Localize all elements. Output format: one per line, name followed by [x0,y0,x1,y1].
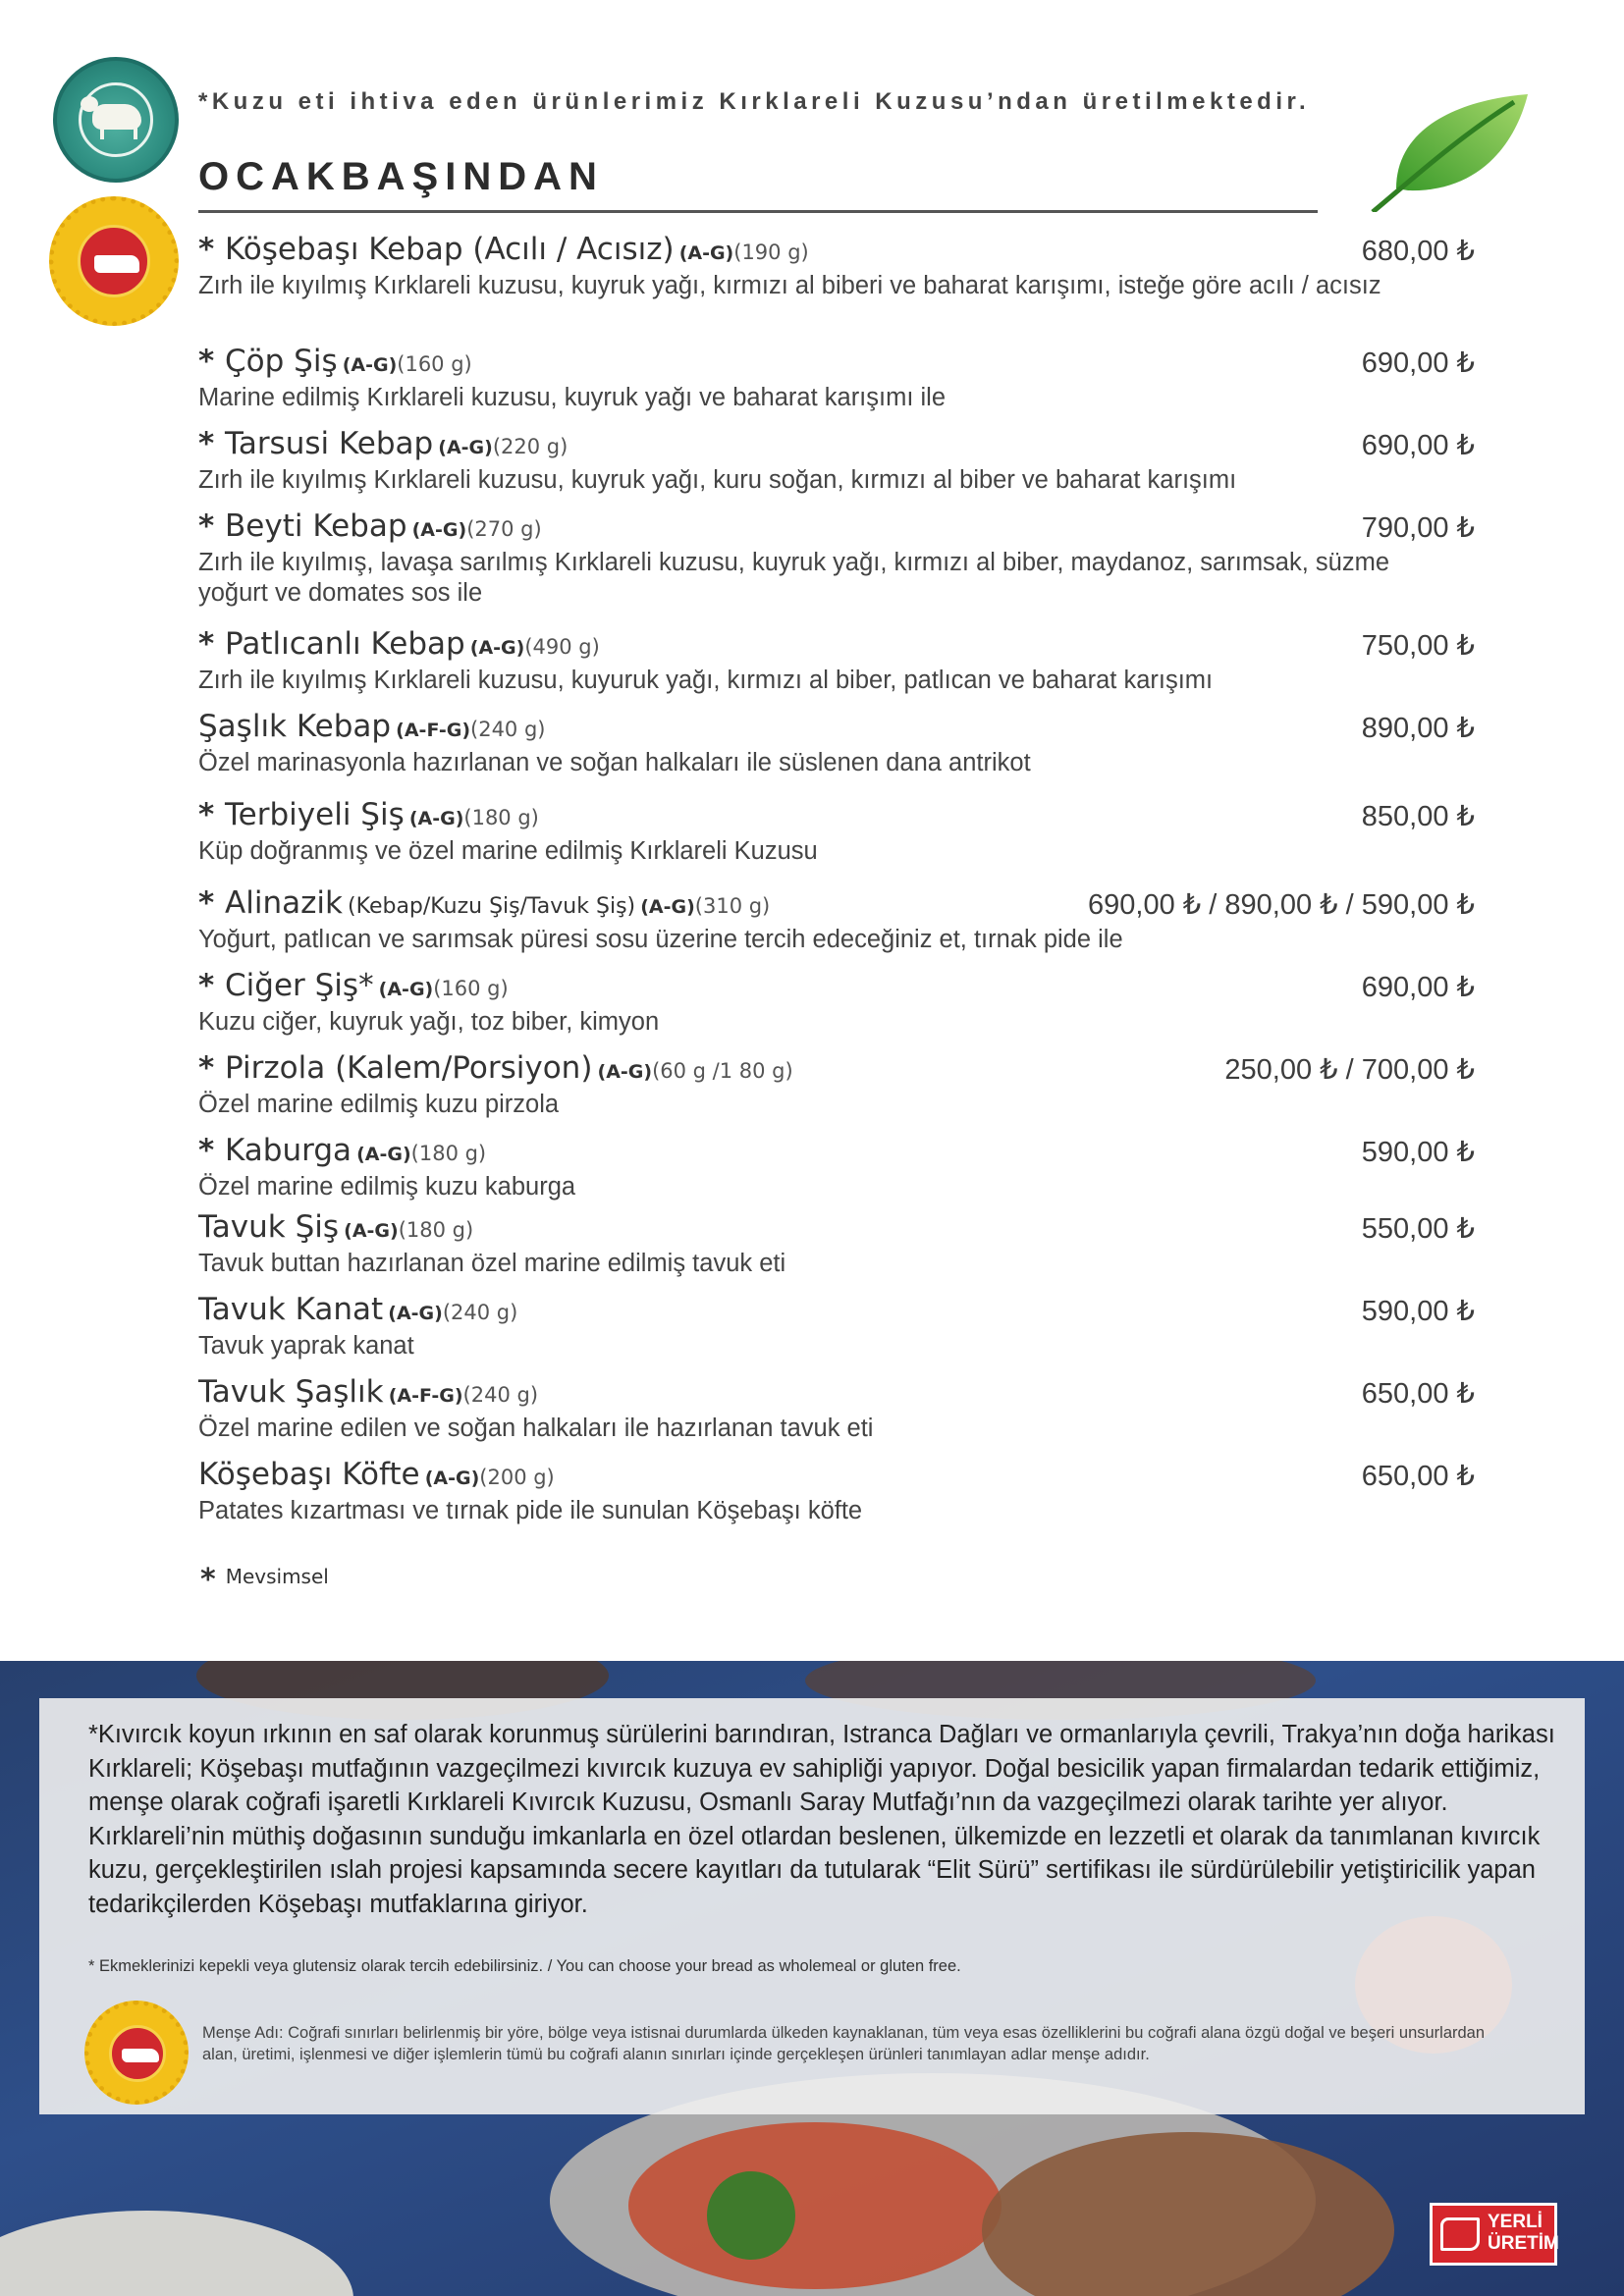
menu-item-header [198,232,1475,271]
menu-item-header [198,626,1475,666]
menu-item-description: Zırh ile kıyılmış Kırklareli kuzusu, kuyuruk yağı, kırmızı al biber, patlıcan ve baharat karışımı [198,667,1214,694]
menu-item-description: Tavuk buttan hazırlanan özel marine edilmiş tavuk eti [198,1250,786,1277]
info-panel [39,1698,1585,2114]
seasonal-footnote [200,1557,329,1597]
menu-item-header [198,1457,1475,1496]
menu-item-weight: (160 g) [397,352,472,376]
menu-item-header [198,885,1475,925]
menu-item-star: * [198,508,226,544]
menu-item-price: 650,00 ₺ [1361,1378,1475,1410]
menu-item [198,426,1475,496]
menu-item-allergen: (A-G) [438,437,493,458]
cografi-isaret-seal-icon [49,196,179,326]
menu-item-allergen: (A-G) [388,1303,443,1324]
menu-item-weight: (160 g) [433,977,509,1000]
menu-item-price: 850,00 ₺ [1361,801,1475,832]
menu-item-description: Zırh ile kıyılmış Kırklareli kuzusu, kuyruk yağı, kuru soğan, kırmızı al biber ve baharat karışımı [198,466,1237,494]
menu-item-header [198,709,1475,748]
menu-item [198,626,1475,696]
menu-item-name: Köşebaşı Köfte [198,1457,420,1492]
menu-item-price: 690,00 ₺ [1361,430,1475,461]
menu-item-description: Tavuk yaprak kanat [198,1332,414,1360]
menu-item [198,1457,1475,1526]
menu-item-description: Özel marine edilmiş kuzu pirzola [198,1091,560,1118]
menu-item-allergen: (A-G) [678,242,734,264]
menu-item-header [198,1050,1475,1090]
menu-item-allergen: (A-G) [411,519,467,541]
menu-item-allergen: (A-G) [408,808,464,829]
menu-item-allergen: (A-G) [342,354,398,376]
menu-item-price: 750,00 ₺ [1361,630,1475,662]
menu-item-name: Tavuk Şiş [198,1209,340,1245]
menu-item-name: Şaşlık Kebap [198,709,392,744]
menu-item-name: Pirzola (Kalem/Porsiyon) [225,1050,593,1086]
leaf-icon [1367,90,1528,212]
menu-item-description: Özel marinasyonla hazırlanan ve soğan halkaları ile süslenen dana antrikot [198,749,1031,776]
menu-item [198,968,1475,1038]
menu-item-price: 650,00 ₺ [1361,1461,1475,1492]
menu-item-description: Marine edilmiş Kırklareli kuzusu, kuyruk yağı ve baharat karışımı ile [198,384,947,411]
menu-item-name: Terbiyeli Şiş [225,797,405,832]
menu-item-header [198,968,1475,1007]
menu-item [198,232,1475,301]
menu-item-price: 550,00 ₺ [1361,1213,1475,1245]
menu-item-header [198,1133,1475,1172]
menu-item-name: Tavuk Şaşlık [198,1374,384,1410]
menu-item-allergen: (A-G) [640,896,695,918]
menu-item-weight: (270 g) [466,517,542,541]
yerli-uretim-badge-icon [1430,2203,1557,2266]
menu-item-name: Köşebaşı Kebap (Acılı / Acısız) [225,232,675,267]
footnote-star: * [200,1563,216,1597]
menu-item-description: Zırh ile kıyılmış, lavaşa sarılmış Kırklareli kuzusu, kuyruk yağı, kırmızı al biber, maydanoz, sarımsak, süzme yoğurt ve domates sos ile [198,549,1390,607]
menu-item [198,344,1475,413]
menu-item-star: * [198,344,226,379]
menu-item-allergen: (A-G) [597,1061,653,1083]
menu-item-name: Alinazik [225,885,343,921]
menu-item-price: 680,00 ₺ [1361,236,1475,267]
menu-item-star: * [198,426,226,461]
menu-item-price: 890,00 ₺ [1361,713,1475,744]
menu-item-star: * [198,797,226,832]
menu-item-allergen: (A-F-G) [396,720,471,741]
info-paragraph-1: *Kıvırcık koyun ırkının en saf olarak korunmuş sürülerini barındıran, Istranca Dağları ve ormanlarıyla çevrili, Trakya’nın doğa harikası Kırklareli; Köşebaşı mutfağının vazgeçilmezi kıvırcık kuzuya ev sahipliği yapıyor. Doğal besicilik yapan firmalardan tedarik ettiğimiz, menşe olarak coğrafi işaretli Kırklareli Kıvırcık Kuzusu, Osmanlı Saray Mutfağı’nın da vazgeçilmezi olarak tarihte yer alıyor. [88,1721,1555,1816]
menu-item-weight: (60 g /1 80 g) [652,1059,793,1083]
section-title: OCAKBAŞINDAN [198,155,604,198]
menu-item-star: * [198,626,226,662]
menu-item-weight: (310 g) [694,894,771,918]
menu-item-header [198,344,1475,383]
menu-item-weight: (180 g) [410,1142,487,1165]
menu-item [198,508,1475,609]
menu-item-description: Küp doğranmış ve özel marine edilmiş Kırklareli Kuzusu [198,837,818,865]
info-text [88,1718,1561,1921]
menu-item [198,1374,1475,1444]
menu-item-price: 790,00 ₺ [1361,512,1475,544]
badge-line-1: YERLİ [1488,2212,1543,2232]
menu-item-header [198,797,1475,836]
menu-item [198,1292,1475,1362]
menu-item-weight: (180 g) [398,1218,474,1242]
menu-item-description: Yoğurt, patlıcan ve sarımsak püresi sosu üzerine tercih edeceğiniz et, tırnak pide ile [198,926,1123,953]
menu-item-weight: (240 g) [470,718,546,741]
menu-item [198,1050,1475,1120]
badge-line-2: ÜRETİM [1488,2233,1559,2254]
origin-note: Menşe Adı: Coğrafi sınırları belirlenmiş bir yöre, bölge veya istisnai durumlarda ülkeden kaynaklanan, tüm veya esas özelliklerini bu coğrafi alana özgü doğal ve beşeri unsurlardan alan, üretimi, işlenmesi ve diğer işlemlerin tümü bu coğrafi alanın sınırları içinde gerçekleşen ürünleri tanımlayan adlar menşe adıdır. [202,2024,1486,2063]
menu-item [198,885,1475,955]
menu-item [198,709,1475,778]
menu-item-price: 590,00 ₺ [1361,1296,1475,1327]
menu-item-allergen: (A-G) [344,1220,399,1242]
info-paragraph-2: Kırklareli’nin müthiş doğasının sunduğu imkanlarla en özel otlardan beslenen, ülkemizde en lezzetli et olarak da tanımlanan kıvırcık kuzu, gerçekleştirilen ıslah projesi kapsamında secere kayıtları da tutularak “Elit Sürü” sertifikası ile sürdürülebilir yetiştiricilik yapan tedarikçilerden Köşebaşı mutfaklarına giriyor. [88,1822,1541,1918]
menu-item-price: 590,00 ₺ [1361,1137,1475,1168]
menu-item-header [198,508,1475,548]
menu-item [198,1209,1475,1279]
menu-item-header [198,1209,1475,1249]
menu-item-weight: (490 g) [524,635,600,659]
menu-item-allergen: (A-F-G) [388,1385,463,1407]
menu-item-name: Tavuk Kanat [198,1292,384,1327]
menu-item-header [198,1374,1475,1414]
menu-item-description: Zırh ile kıyılmış Kırklareli kuzusu, kuyruk yağı, kırmızı al biberi ve baharat karışımı, isteğe göre acılı / acısız [198,272,1381,299]
menu-item-allergen: (A-G) [356,1144,411,1165]
menu-item-description: Özel marine edilmiş kuzu kaburga [198,1173,576,1201]
menu-item-description: Patates kızartması ve tırnak pide ile sunulan Köşebaşı köfte [198,1497,863,1524]
kirklareli-kivircik-seal-icon [53,57,179,183]
menu-item-description: Kuzu ciğer, kuyruk yağı, toz biber, kimyon [198,1008,660,1036]
lamb-origin-note: *Kuzu eti ihtiva eden ürünlerimiz Kırklareli Kuzusu’ndan üretilmektedir. [198,88,1311,115]
title-divider [198,210,1318,213]
menu-item-name: Ciğer Şiş* [225,968,374,1003]
menu-item-allergen: (A-G) [424,1468,480,1489]
menu-item-name: Patlıcanlı Kebap [225,626,465,662]
menu-item-star: * [198,1133,226,1168]
menu-item-name: Tarsusi Kebap [225,426,434,461]
menu-item-price: 690,00 ₺ / 890,00 ₺ / 590,00 ₺ [1088,889,1475,921]
menu-item-star: * [198,885,226,921]
menu-item-options: (Kebap/Kuzu Şiş/Tavuk Şiş) [348,894,636,919]
menu-item-allergen: (A-G) [469,637,525,659]
menu-item-name: Beyti Kebap [225,508,407,544]
bread-note: * Ekmeklerinizi kepekli veya glutensiz olarak tercih edebilirsiniz. / You can choose your bread as wholemeal or gluten free. [88,1957,961,1975]
menu-item-weight: (240 g) [462,1383,539,1407]
menu-item-price: 690,00 ₺ [1361,347,1475,379]
menu-item-header [198,426,1475,465]
menu-item-star: * [198,968,226,1003]
cografi-isaret-seal-icon-small [84,2001,189,2105]
menu-item-weight: (190 g) [733,240,809,264]
menu-item-name: Kaburga [225,1133,352,1168]
footnote-label: Mevsimsel [225,1565,329,1588]
menu-item-description: Özel marine edilen ve soğan halkaları ile hazırlanan tavuk eti [198,1415,874,1442]
menu-item-price: 250,00 ₺ / 700,00 ₺ [1224,1054,1475,1086]
menu-item-star: * [198,232,226,267]
menu-item [198,1133,1475,1202]
menu-item-weight: (220 g) [492,435,568,458]
menu-item-star: * [198,1050,226,1086]
menu-item-weight: (240 g) [442,1301,518,1324]
menu-item [198,797,1475,867]
menu-item-price: 690,00 ₺ [1361,972,1475,1003]
menu-item-header [198,1292,1475,1331]
menu-item-weight: (200 g) [479,1466,555,1489]
menu-item-name: Çöp Şiş [225,344,338,379]
menu-item-weight: (180 g) [463,806,539,829]
menu-item-allergen: (A-G) [378,979,434,1000]
